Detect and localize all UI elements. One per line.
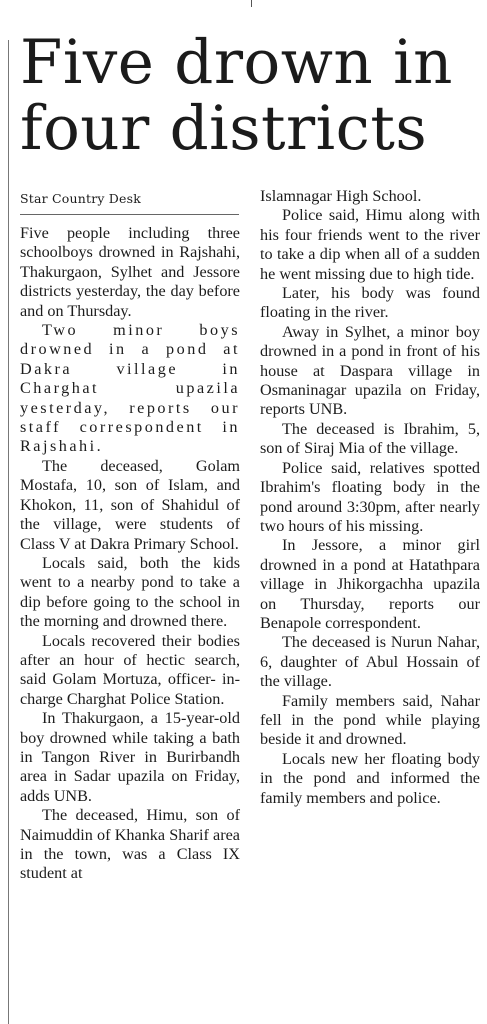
paragraph: Away in Sylhet, a minor boy drowned in a pond in front of his house at Daspara village in Osmaninagar upazila on Friday, reports UNB.: [260, 322, 480, 419]
paragraph: Family members said, Nahar fell in the pond while playing beside it and drowned.: [260, 691, 480, 749]
paragraph: Later, his body was found floating in the river.: [260, 284, 480, 322]
paragraph: Police said, relatives spotted Ibrahim's floating body in the pond around 3:30pm, after nearly two hours of his missing.: [260, 458, 480, 535]
paragraph: In Thakurgaon, a 15-year-old boy drowned while taking a bath in Tangon River in Burirbandh area in Sadar upazila on Friday, adds UNB.: [20, 709, 240, 805]
paragraph: Locals recovered their bodies after an hour of hectic search, said Golam Mortuza, officer- in-charge Charghat Police Station.: [20, 631, 240, 708]
left-column-rule: [8, 40, 9, 1024]
paragraph: The deceased, Himu, son of Naimuddin of Khanka Sharif area in the town, was a Class IX student at: [20, 806, 240, 883]
column-separator: [251, 0, 252, 7]
desk-byline: Star Country Desk: [20, 191, 142, 206]
paragraph: The deceased is Nurun Nahar, 6, daughter of Abul Hossain of the village.: [260, 633, 480, 691]
paragraph: The deceased, Golam Mostafa, 10, son of Islam, and Khokon, 11, son of Shahidul of the village, were students of Class V at Dakra Primary School.: [20, 456, 240, 553]
paragraph: In Jessore, a minor girl drowned in a pond at Hatathpara village in Jhikorgachha upazila on Thursday, reports our Benapole correspondent.: [260, 536, 480, 632]
article-column-1: [20, 224, 240, 884]
headline: Five drown in four districts: [20, 27, 453, 164]
paragraph: The deceased is Ibrahim, 5, son of Siraj Mia of the village.: [260, 419, 480, 458]
paragraph: Five people including three schoolboys drowned in Rajshahi, Thakurgaon, Sylhet and Jessore districts yesterday, the day before and on Thursday.: [20, 224, 240, 320]
byline-rule: [20, 214, 239, 215]
paragraph: Locals said, both the kids went to a nearby pond to take a dip before going to the school in the morning and drowned there.: [20, 553, 240, 631]
paragraph: Police said, Himu along with his four friends went to the river to take a dip when all of a sudden he went missing due to high tide.: [260, 206, 480, 283]
paragraph: Two minor boys drowned in a pond at Dakra village in Charghat upazila yesterday, reports our staff correspondent in Rajshahi.: [20, 321, 240, 456]
previous-article-strip: [0, 0, 487, 7]
paragraph: Locals new her floating body in the pond and informed the family members and police.: [260, 749, 480, 807]
paragraph: Islamnagar High School.: [260, 187, 422, 205]
article-column-2: [260, 187, 480, 808]
